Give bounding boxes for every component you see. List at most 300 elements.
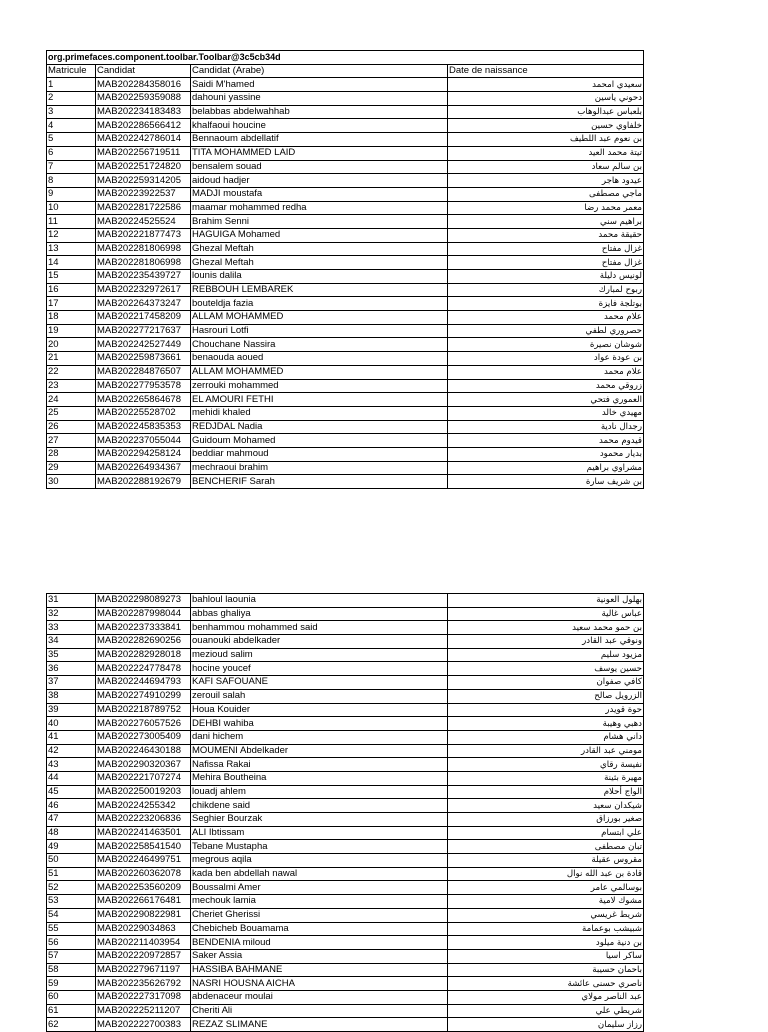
cell-matricule: MAB202253560209 <box>96 881 191 895</box>
cell-candidat-arabe: حقيقة محمد <box>448 228 644 242</box>
cell-number: 8 <box>47 174 96 188</box>
cell-candidat-arabe: بوسالمي عامر <box>448 881 644 895</box>
cell-number: 7 <box>47 160 96 174</box>
cell-candidat-arabe: ناصري حسنى عائشة <box>448 977 644 991</box>
cell-number: 60 <box>47 990 96 1004</box>
cell-matricule: MAB202281806998 <box>96 242 191 256</box>
cell-number: 32 <box>47 607 96 621</box>
table-row <box>47 119 644 133</box>
cell-candidat: ALI Ibtissam <box>191 826 448 840</box>
cell-candidat: zerouil salah <box>191 689 448 703</box>
cell-candidat-arabe: مهيدي خالد <box>448 406 644 420</box>
toolbar-title-row <box>47 51 644 65</box>
cell-matricule: MAB202260362078 <box>96 867 191 881</box>
cell-candidat: maamar mohammed redha <box>191 201 448 215</box>
cell-number: 35 <box>47 648 96 662</box>
cell-matricule: MAB20229034863 <box>96 922 191 936</box>
cell-candidat: REZAZ SLIMANE <box>191 1018 448 1032</box>
table-row <box>47 324 644 338</box>
cell-number: 46 <box>47 799 96 813</box>
cell-candidat-arabe: مومني عبد القادر <box>448 744 644 758</box>
cell-number: 5 <box>47 133 96 147</box>
table-row <box>47 758 644 772</box>
candidates-table-part-2 <box>46 593 644 1032</box>
cell-candidat: Ghezal Meftah <box>191 256 448 270</box>
cell-candidat: HASSIBA BAHMANE <box>191 963 448 977</box>
cell-matricule: MAB202274910299 <box>96 689 191 703</box>
table-row <box>47 215 644 229</box>
cell-candidat: ALLAM MOHAMMED <box>191 365 448 379</box>
cell-candidat-arabe: بديار محمود <box>448 447 644 461</box>
cell-candidat-arabe: بن شريف سارة <box>448 475 644 489</box>
cell-candidat: mezioud salim <box>191 648 448 662</box>
cell-candidat-arabe: شريط غريسي <box>448 908 644 922</box>
cell-candidat: Saidi M'hamed <box>191 78 448 92</box>
cell-matricule: MAB202281722586 <box>96 201 191 215</box>
cell-candidat-arabe: الزرويل صالح <box>448 689 644 703</box>
table-row <box>47 256 644 270</box>
cell-matricule: MAB202211403954 <box>96 936 191 950</box>
cell-matricule: MAB202246430188 <box>96 744 191 758</box>
cell-candidat: dahouni yassine <box>191 92 448 106</box>
cell-matricule: MAB202251724820 <box>96 160 191 174</box>
cell-matricule: MAB202223206836 <box>96 813 191 827</box>
cell-candidat-arabe: حصروري لطفي <box>448 324 644 338</box>
table-row <box>47 174 644 188</box>
table-row <box>47 92 644 106</box>
cell-candidat: Cheriet Gherissi <box>191 908 448 922</box>
cell-candidat-arabe: بلعباس عبدالوهاب <box>448 105 644 119</box>
cell-candidat-arabe: مهيرة بثينة <box>448 771 644 785</box>
cell-matricule: MAB202281806998 <box>96 256 191 270</box>
cell-matricule: MAB202279671197 <box>96 963 191 977</box>
cell-matricule: MAB202221707274 <box>96 771 191 785</box>
cell-candidat: Brahim Senni <box>191 215 448 229</box>
cell-number: 58 <box>47 963 96 977</box>
cell-candidat-arabe: قادة بن عبد الله نوال <box>448 867 644 881</box>
table-row <box>47 447 644 461</box>
cell-number: 54 <box>47 908 96 922</box>
cell-candidat: bahloul laounia <box>191 594 448 608</box>
cell-candidat: DEHBI wahiba <box>191 717 448 731</box>
header-row <box>47 64 644 78</box>
table-row <box>47 977 644 991</box>
cell-candidat-arabe: دهبي وهيبة <box>448 717 644 731</box>
cell-number: 10 <box>47 201 96 215</box>
cell-candidat: mechraoui brahim <box>191 461 448 475</box>
cell-candidat: Saker Assia <box>191 949 448 963</box>
cell-candidat: BENDENIA miloud <box>191 936 448 950</box>
table-row <box>47 1004 644 1018</box>
cell-candidat-arabe: شوشان نصيرة <box>448 338 644 352</box>
cell-candidat: Bennaoum abdellatif <box>191 133 448 147</box>
cell-candidat-arabe: تيتة محمد العيد <box>448 146 644 160</box>
cell-matricule: MAB202235626792 <box>96 977 191 991</box>
cell-matricule: MAB202266176481 <box>96 895 191 909</box>
cell-candidat: abdenaceur moulai <box>191 990 448 1004</box>
table-row <box>47 676 644 690</box>
cell-number: 3 <box>47 105 96 119</box>
cell-number: 22 <box>47 365 96 379</box>
cell-candidat: lounis dalila <box>191 270 448 284</box>
table-row <box>47 270 644 284</box>
cell-matricule: MAB202242786014 <box>96 133 191 147</box>
cell-number: 62 <box>47 1018 96 1032</box>
cell-candidat-arabe: ربوح لمبارك <box>448 283 644 297</box>
cell-number: 42 <box>47 744 96 758</box>
cell-matricule: MAB202282690256 <box>96 635 191 649</box>
cell-candidat-arabe: حسين يوسف <box>448 662 644 676</box>
cell-number: 15 <box>47 270 96 284</box>
cell-candidat: TITA MOHAMMED LAID <box>191 146 448 160</box>
cell-matricule: MAB202290320367 <box>96 758 191 772</box>
cell-number: 55 <box>47 922 96 936</box>
cell-number: 11 <box>47 215 96 229</box>
cell-candidat: megrous aqila <box>191 854 448 868</box>
cell-candidat: MADJI moustafa <box>191 187 448 201</box>
cell-candidat: Chebicheb Bouamama <box>191 922 448 936</box>
cell-candidat-arabe: شيكدان سعيد <box>448 799 644 813</box>
cell-candidat-arabe: حوة قويدر <box>448 703 644 717</box>
cell-candidat-arabe: غزال مفتاح <box>448 242 644 256</box>
cell-candidat: MOUMENI Abdelkader <box>191 744 448 758</box>
table-row <box>47 434 644 448</box>
cell-candidat: HAGUIGA Mohamed <box>191 228 448 242</box>
cell-number: 43 <box>47 758 96 772</box>
cell-candidat: REBBOUH LEMBAREK <box>191 283 448 297</box>
cell-candidat: Mehira Boutheina <box>191 771 448 785</box>
table-row <box>47 365 644 379</box>
cell-candidat-arabe: نفيسة رقاي <box>448 758 644 772</box>
table-row <box>47 895 644 909</box>
table-row <box>47 160 644 174</box>
table-row <box>47 881 644 895</box>
cell-candidat-arabe: عباس غالية <box>448 607 644 621</box>
table-row <box>47 867 644 881</box>
cell-matricule: MAB202277217637 <box>96 324 191 338</box>
cell-number: 13 <box>47 242 96 256</box>
table-row <box>47 393 644 407</box>
cell-candidat-arabe: بهلول العونية <box>448 594 644 608</box>
header-candidat: Candidat <box>96 64 191 78</box>
cell-number: 12 <box>47 228 96 242</box>
cell-candidat-arabe: بن عودة عواد <box>448 352 644 366</box>
cell-candidat: abbas ghaliya <box>191 607 448 621</box>
cell-candidat: bensalem souad <box>191 160 448 174</box>
cell-number: 45 <box>47 785 96 799</box>
table-row <box>47 228 644 242</box>
table-row <box>47 744 644 758</box>
table-row <box>47 936 644 950</box>
cell-candidat-arabe: بن سالم سعاد <box>448 160 644 174</box>
cell-matricule: MAB202259314205 <box>96 174 191 188</box>
cell-candidat: NASRI HOUSNA AICHA <box>191 977 448 991</box>
cell-candidat-arabe: باحمان حسيبة <box>448 963 644 977</box>
cell-matricule: MAB202220972857 <box>96 949 191 963</box>
cell-matricule: MAB202294258124 <box>96 447 191 461</box>
cell-matricule: MAB202227317098 <box>96 990 191 1004</box>
cell-candidat: Houa Kouider <box>191 703 448 717</box>
cell-candidat-arabe: مزيود سليم <box>448 648 644 662</box>
cell-matricule: MAB202250019203 <box>96 785 191 799</box>
cell-candidat: Guidoum Mohamed <box>191 434 448 448</box>
cell-number: 25 <box>47 406 96 420</box>
cell-matricule: MAB202241463501 <box>96 826 191 840</box>
cell-number: 49 <box>47 840 96 854</box>
cell-candidat: Hasrouri Lotfi <box>191 324 448 338</box>
cell-matricule: MAB20223922537 <box>96 187 191 201</box>
cell-number: 61 <box>47 1004 96 1018</box>
cell-candidat-arabe: زروقي محمد <box>448 379 644 393</box>
header-matricule: Matricule <box>47 64 96 78</box>
cell-matricule: MAB202246499751 <box>96 854 191 868</box>
cell-matricule: MAB202234183483 <box>96 105 191 119</box>
cell-candidat: benaouda aoued <box>191 352 448 366</box>
cell-number: 20 <box>47 338 96 352</box>
cell-matricule: MAB202244694793 <box>96 676 191 690</box>
cell-candidat: aidoud hadjer <box>191 174 448 188</box>
cell-number: 48 <box>47 826 96 840</box>
cell-candidat-arabe: عيدود هاجر <box>448 174 644 188</box>
cell-number: 53 <box>47 895 96 909</box>
table-row <box>47 771 644 785</box>
table-row <box>47 689 644 703</box>
cell-number: 6 <box>47 146 96 160</box>
header-date-naissance: Date de naissance <box>448 64 644 78</box>
cell-number: 37 <box>47 676 96 690</box>
cell-matricule: MAB202284358016 <box>96 78 191 92</box>
cell-number: 21 <box>47 352 96 366</box>
cell-number: 33 <box>47 621 96 635</box>
cell-candidat-arabe: ونوقي عبد القادر <box>448 635 644 649</box>
cell-matricule: MAB20224255342 <box>96 799 191 813</box>
cell-number: 52 <box>47 881 96 895</box>
cell-candidat-arabe: غزال مفتاح <box>448 256 644 270</box>
cell-number: 1 <box>47 78 96 92</box>
table-row <box>47 840 644 854</box>
cell-matricule: MAB202256719511 <box>96 146 191 160</box>
cell-candidat: hocine youcef <box>191 662 448 676</box>
cell-candidat: Chouchane Nassira <box>191 338 448 352</box>
cell-candidat-arabe: العموري فتحي <box>448 393 644 407</box>
candidates-table-part-1 <box>46 50 644 489</box>
table-row <box>47 854 644 868</box>
cell-candidat-arabe: علي ابتسام <box>448 826 644 840</box>
cell-candidat-arabe: سعيدي امحمد <box>448 78 644 92</box>
table-row <box>47 406 644 420</box>
cell-candidat-arabe: مشراوي براهيم <box>448 461 644 475</box>
cell-candidat-arabe: رزاز سليمان <box>448 1018 644 1032</box>
cell-matricule: MAB202287998044 <box>96 607 191 621</box>
cell-matricule: MAB202286566412 <box>96 119 191 133</box>
cell-candidat: Tebane Mustapha <box>191 840 448 854</box>
cell-candidat-arabe: شبيشب بوعمامة <box>448 922 644 936</box>
table-row <box>47 799 644 813</box>
table-row <box>47 420 644 434</box>
table-row <box>47 187 644 201</box>
table-row <box>47 621 644 635</box>
cell-number: 44 <box>47 771 96 785</box>
cell-number: 34 <box>47 635 96 649</box>
cell-candidat-arabe: بن نعوم عبد اللطيف <box>448 133 644 147</box>
table-row <box>47 594 644 608</box>
cell-candidat: REDJDAL Nadia <box>191 420 448 434</box>
cell-number: 36 <box>47 662 96 676</box>
cell-number: 40 <box>47 717 96 731</box>
cell-matricule: MAB202290822981 <box>96 908 191 922</box>
cell-number: 57 <box>47 949 96 963</box>
cell-number: 17 <box>47 297 96 311</box>
cell-candidat-arabe: مشوك لامية <box>448 895 644 909</box>
cell-number: 24 <box>47 393 96 407</box>
cell-candidat-arabe: بن حمو محمد سعيد <box>448 621 644 635</box>
cell-matricule: MAB202258541540 <box>96 840 191 854</box>
table-row <box>47 461 644 475</box>
cell-candidat-arabe: دحوني ياسين <box>448 92 644 106</box>
cell-matricule: MAB202237333841 <box>96 621 191 635</box>
cell-matricule: MAB202217458209 <box>96 311 191 325</box>
cell-number: 14 <box>47 256 96 270</box>
cell-candidat-arabe: تبان مصطفى <box>448 840 644 854</box>
header-candidat-arabe: Candidat (Arabe) <box>191 64 448 78</box>
cell-candidat: kada ben abdellah nawal <box>191 867 448 881</box>
cell-candidat: mehidi khaled <box>191 406 448 420</box>
cell-candidat: belabbas abdelwahhab <box>191 105 448 119</box>
cell-candidat: chikdene said <box>191 799 448 813</box>
table-row <box>47 352 644 366</box>
cell-candidat-arabe: علام محمد <box>448 311 644 325</box>
cell-number: 39 <box>47 703 96 717</box>
cell-candidat: mechouk lamia <box>191 895 448 909</box>
cell-matricule: MAB20225528702 <box>96 406 191 420</box>
cell-number: 9 <box>47 187 96 201</box>
table-row <box>47 963 644 977</box>
table-row <box>47 133 644 147</box>
cell-matricule: MAB202245835353 <box>96 420 191 434</box>
cell-matricule: MAB202264934367 <box>96 461 191 475</box>
table-row <box>47 1018 644 1032</box>
cell-matricule: MAB202259873661 <box>96 352 191 366</box>
cell-number: 29 <box>47 461 96 475</box>
cell-matricule: MAB20224525524 <box>96 215 191 229</box>
table-row <box>47 105 644 119</box>
cell-candidat-arabe: خلفاوي حسين <box>448 119 644 133</box>
cell-candidat-arabe: علام محمد <box>448 365 644 379</box>
table-row <box>47 826 644 840</box>
cell-matricule: MAB202298089273 <box>96 594 191 608</box>
cell-candidat-arabe: الواج أحلام <box>448 785 644 799</box>
cell-candidat: Nafissa Rakai <box>191 758 448 772</box>
cell-candidat: Seghier Bourzak <box>191 813 448 827</box>
cell-matricule: MAB202276057526 <box>96 717 191 731</box>
cell-matricule: MAB202224778478 <box>96 662 191 676</box>
cell-number: 38 <box>47 689 96 703</box>
cell-candidat: khalfaoui houcine <box>191 119 448 133</box>
table-row <box>47 922 644 936</box>
cell-candidat: EL AMOURI FETHI <box>191 393 448 407</box>
cell-candidat-arabe: ساكر اسيا <box>448 949 644 963</box>
table-row <box>47 785 644 799</box>
table-row <box>47 146 644 160</box>
table-row <box>47 949 644 963</box>
cell-matricule: MAB202218789752 <box>96 703 191 717</box>
cell-matricule: MAB202242527449 <box>96 338 191 352</box>
cell-candidat: louadj ahlem <box>191 785 448 799</box>
table-row <box>47 78 644 92</box>
cell-number: 23 <box>47 379 96 393</box>
cell-candidat: Boussalmi Amer <box>191 881 448 895</box>
cell-candidat: dani hichem <box>191 730 448 744</box>
table-row <box>47 297 644 311</box>
cell-number: 41 <box>47 730 96 744</box>
toolbar-reference: org.primefaces.component.toolbar.Toolbar@3c5cb34d <box>47 51 644 65</box>
cell-candidat-arabe: بوتلجة فايزة <box>448 297 644 311</box>
cell-number: 28 <box>47 447 96 461</box>
table-row <box>47 717 644 731</box>
cell-candidat: zerrouki mohammed <box>191 379 448 393</box>
cell-candidat-arabe: صغير بورزاق <box>448 813 644 827</box>
cell-number: 30 <box>47 475 96 489</box>
cell-number: 4 <box>47 119 96 133</box>
table-row <box>47 607 644 621</box>
cell-candidat-arabe: كافي صفوان <box>448 676 644 690</box>
cell-candidat: KAFI SAFOUANE <box>191 676 448 690</box>
cell-candidat: beddiar mahmoud <box>191 447 448 461</box>
cell-matricule: MAB202265864678 <box>96 393 191 407</box>
table-row <box>47 201 644 215</box>
cell-number: 51 <box>47 867 96 881</box>
cell-candidat: benhammou mohammed said <box>191 621 448 635</box>
cell-candidat-arabe: داني هشام <box>448 730 644 744</box>
cell-number: 16 <box>47 283 96 297</box>
table-row <box>47 730 644 744</box>
table-row <box>47 908 644 922</box>
cell-candidat-arabe: شريطي علي <box>448 1004 644 1018</box>
cell-number: 31 <box>47 594 96 608</box>
cell-number: 56 <box>47 936 96 950</box>
cell-matricule: MAB202235439727 <box>96 270 191 284</box>
cell-matricule: MAB202273005409 <box>96 730 191 744</box>
table-row <box>47 475 644 489</box>
table-row <box>47 311 644 325</box>
cell-matricule: MAB202221877473 <box>96 228 191 242</box>
cell-matricule: MAB202237055044 <box>96 434 191 448</box>
cell-number: 26 <box>47 420 96 434</box>
cell-candidat-arabe: ماجي مصطفى <box>448 187 644 201</box>
table-row <box>47 990 644 1004</box>
cell-candidat-arabe: بن دنية ميلود <box>448 936 644 950</box>
table-row <box>47 662 644 676</box>
cell-matricule: MAB202277953578 <box>96 379 191 393</box>
cell-candidat-arabe: قيدوم محمد <box>448 434 644 448</box>
cell-matricule: MAB202232972617 <box>96 283 191 297</box>
cell-candidat: Ghezal Meftah <box>191 242 448 256</box>
cell-number: 18 <box>47 311 96 325</box>
cell-candidat: bouteldja fazia <box>191 297 448 311</box>
table-row <box>47 338 644 352</box>
cell-number: 47 <box>47 813 96 827</box>
cell-matricule: MAB202225211207 <box>96 1004 191 1018</box>
cell-candidat-arabe: عبد الناصر مولاي <box>448 990 644 1004</box>
cell-matricule: MAB202264373247 <box>96 297 191 311</box>
table-row <box>47 648 644 662</box>
cell-candidat: ouanouki abdelkader <box>191 635 448 649</box>
table-row <box>47 283 644 297</box>
cell-candidat-arabe: معمر محمد رضا <box>448 201 644 215</box>
cell-number: 2 <box>47 92 96 106</box>
cell-matricule: MAB202259359088 <box>96 92 191 106</box>
cell-matricule: MAB202288192679 <box>96 475 191 489</box>
